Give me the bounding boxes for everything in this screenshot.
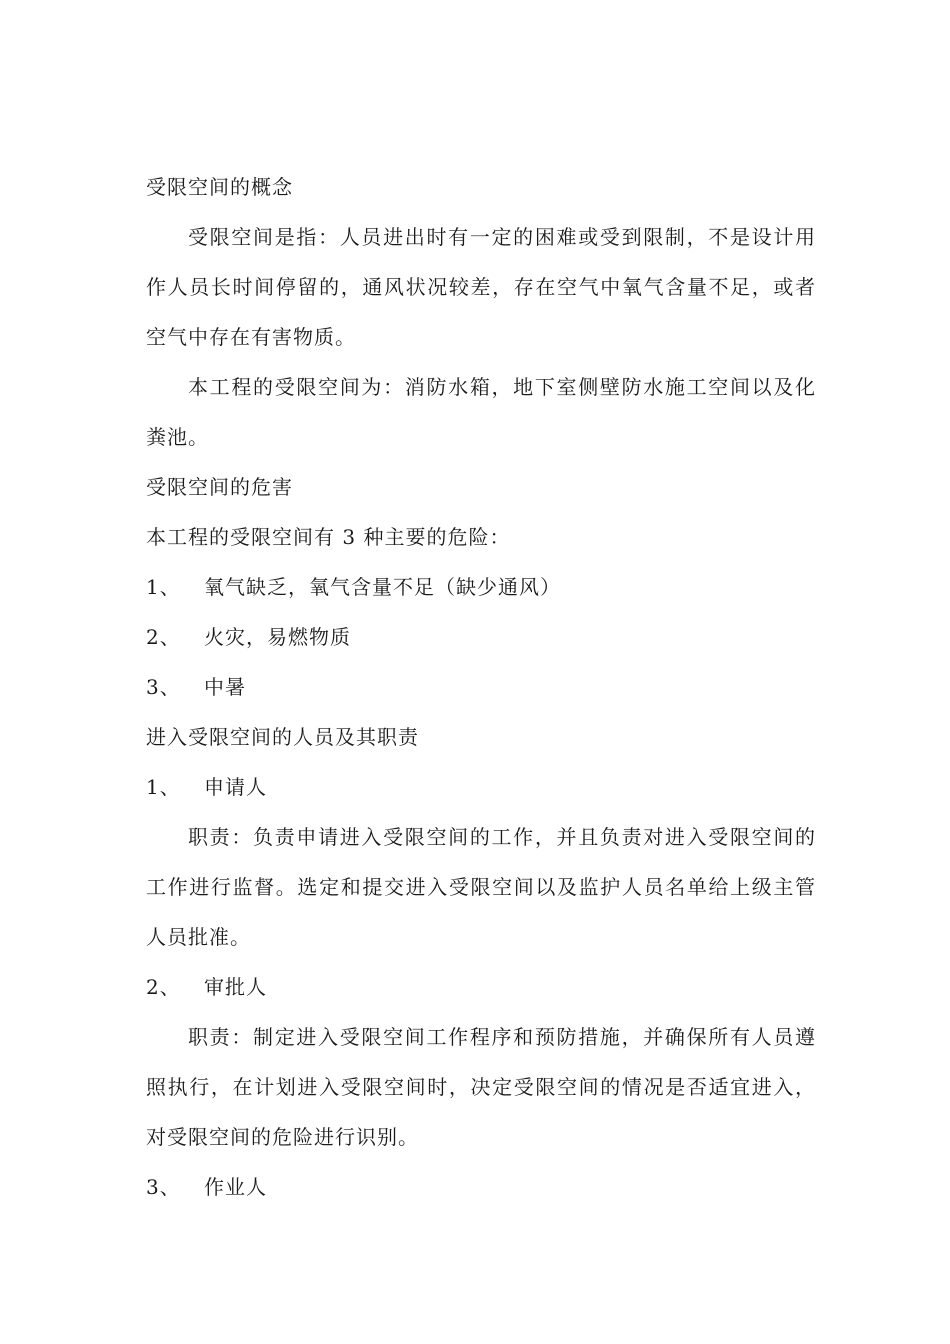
paragraph-definition: 受限空间是指：人员进出时有一定的困难或受到限制，不是设计用作人员长时间停留的，通风状况较差，存在空气中氧气含量不足，或者空气中存在有害物质。 <box>146 225 816 349</box>
paragraph-applicant-duty: 职责：负责申请进入受限空间的工作，并且负责对进入受限空间的工作进行监督。选定和提交进入受限空间以及监护人员名单给上级主管人员批准。 <box>146 825 816 949</box>
section-heading-personnel: 进入受限空间的人员及其职责 <box>146 725 419 749</box>
hazards-intro: 本工程的受限空间有 3 种主要的危险： <box>146 525 511 549</box>
list-text: 氧气缺乏，氧气含量不足（缺少通风） <box>204 575 561 599</box>
list-number: 2、 <box>146 625 181 649</box>
paragraph-approver-duty: 职责：制定进入受限空间工作程序和预防措施，并确保所有人员遵照执行，在计划进入受限空间时，决定受限空间的情况是否适宜进入，对受限空间的危险进行识别。 <box>146 1025 816 1149</box>
document-body <box>146 162 816 1212</box>
list-number: 3、 <box>146 675 181 699</box>
list-number: 1、 <box>146 775 181 799</box>
list-text: 火灾，易燃物质 <box>204 625 351 649</box>
list-item <box>146 962 816 1012</box>
list-number: 2、 <box>146 975 181 999</box>
list-number: 3、 <box>146 1175 181 1199</box>
list-item <box>146 612 816 662</box>
list-item <box>146 762 816 812</box>
list-item <box>146 562 816 612</box>
list-item <box>146 1162 816 1212</box>
list-item <box>146 662 816 712</box>
list-text: 中暑 <box>204 675 246 699</box>
role-title: 审批人 <box>204 975 267 999</box>
role-title: 作业人 <box>204 1175 267 1199</box>
list-number: 1、 <box>146 575 181 599</box>
role-title: 申请人 <box>204 775 267 799</box>
section-heading-concept: 受限空间的概念 <box>146 175 293 199</box>
section-heading-hazards: 受限空间的危害 <box>146 475 293 499</box>
paragraph-project-spaces: 本工程的受限空间为：消防水箱，地下室侧壁防水施工空间以及化粪池。 <box>146 375 816 449</box>
